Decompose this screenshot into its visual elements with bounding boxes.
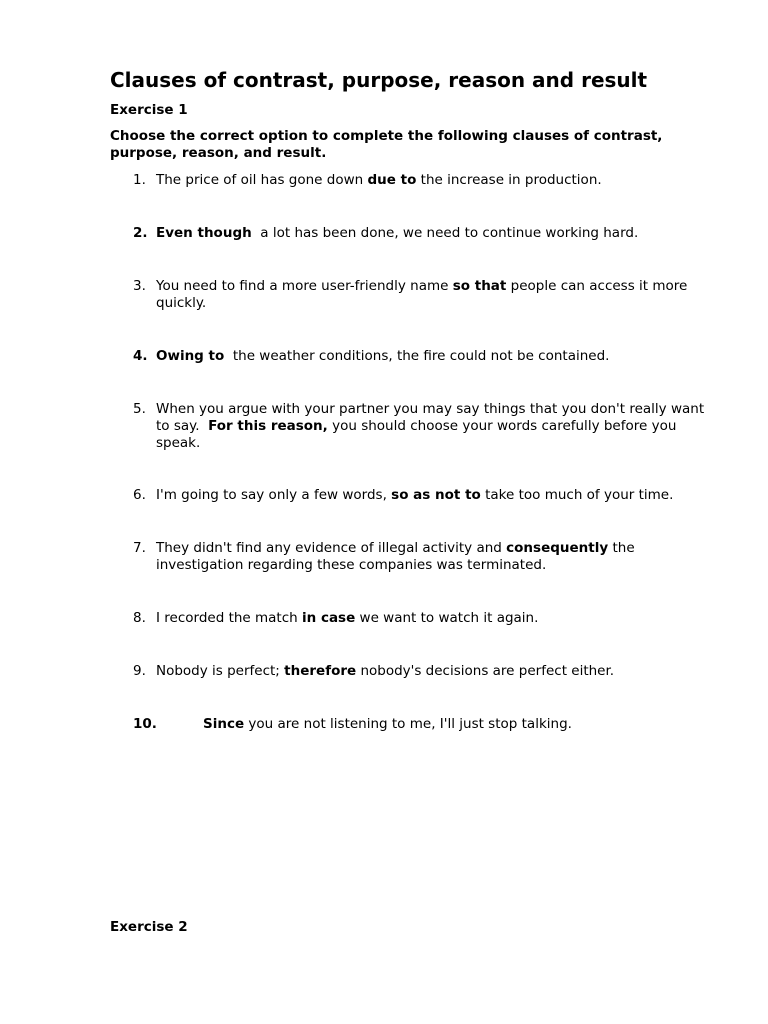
question-text-after: you are not listening to me, I'll just stop talking. (244, 716, 572, 732)
question-number: 5. (133, 401, 146, 417)
answer-phrase: Even though (156, 225, 252, 241)
question-number: 6. (133, 487, 146, 503)
question-text-before: You need to find a more user-friendly name (156, 278, 453, 294)
question-number: 1. (133, 172, 146, 188)
answer-phrase: Since (203, 716, 245, 732)
question-text-before: I recorded the match (156, 610, 302, 626)
question-text-before: When you argue with your partner you may say things that you don't really want to say. (156, 401, 709, 434)
question-text-before: I'm going to say only a few words, (156, 487, 392, 503)
question-number: 2. (133, 225, 148, 241)
question-text (203, 716, 718, 733)
answer-phrase: due to (367, 172, 417, 188)
answer-phrase: so that (452, 278, 507, 294)
question-text (156, 348, 718, 365)
question-text-before: The price of oil has gone down (156, 172, 368, 188)
question-text (156, 172, 718, 189)
exercise-1-instructions: Choose the correct option to complete the following clauses of contrast, purpose, reason, and result. (110, 128, 663, 161)
question-text-after: the weather conditions, the fire could not be contained. (224, 348, 610, 364)
question-text (156, 225, 718, 242)
question-text (156, 487, 718, 504)
question-text (156, 401, 718, 451)
answer-phrase: so as not to (391, 487, 481, 503)
answer-phrase: in case (302, 610, 356, 626)
question-text-after: we want to watch it again. (355, 610, 539, 626)
question-text (156, 540, 718, 574)
answer-phrase: consequently (506, 540, 609, 556)
exercise-2-heading: Exercise 2 (110, 919, 188, 935)
question-text-after: nobody's decisions are perfect either. (356, 663, 615, 679)
question-text (156, 610, 718, 627)
question-text-before: Nobody is perfect; (156, 663, 285, 679)
exercise-1-heading: Exercise 1 (110, 102, 188, 118)
answer-phrase: Owing to (156, 348, 225, 364)
question-number: 8. (133, 610, 146, 626)
question-text-after: take too much of your time. (480, 487, 674, 503)
question-text-before: They didn't find any evidence of illegal activity and (156, 540, 507, 556)
answer-phrase: therefore (284, 663, 357, 679)
question-number: 4. (133, 348, 148, 364)
question-text-after: the investigation regarding these companies was terminated. (156, 540, 635, 573)
question-text-after: the increase in production. (416, 172, 602, 188)
document-title: Clauses of contrast, purpose, reason and result (110, 68, 648, 92)
answer-phrase: For this reason, (208, 417, 328, 434)
question-number: 9. (133, 663, 146, 679)
question-text-after: you should choose your words carefully before you speak. (156, 417, 677, 451)
question-number: 3. (133, 278, 146, 294)
question-text-after: people can access it more quickly. (156, 278, 688, 311)
question-text-after: a lot has been done, we need to continue working hard. (251, 225, 639, 241)
question-number: 7. (133, 540, 146, 556)
question-text (156, 663, 718, 680)
question-text (156, 278, 718, 312)
question-number: 10. (133, 716, 157, 732)
